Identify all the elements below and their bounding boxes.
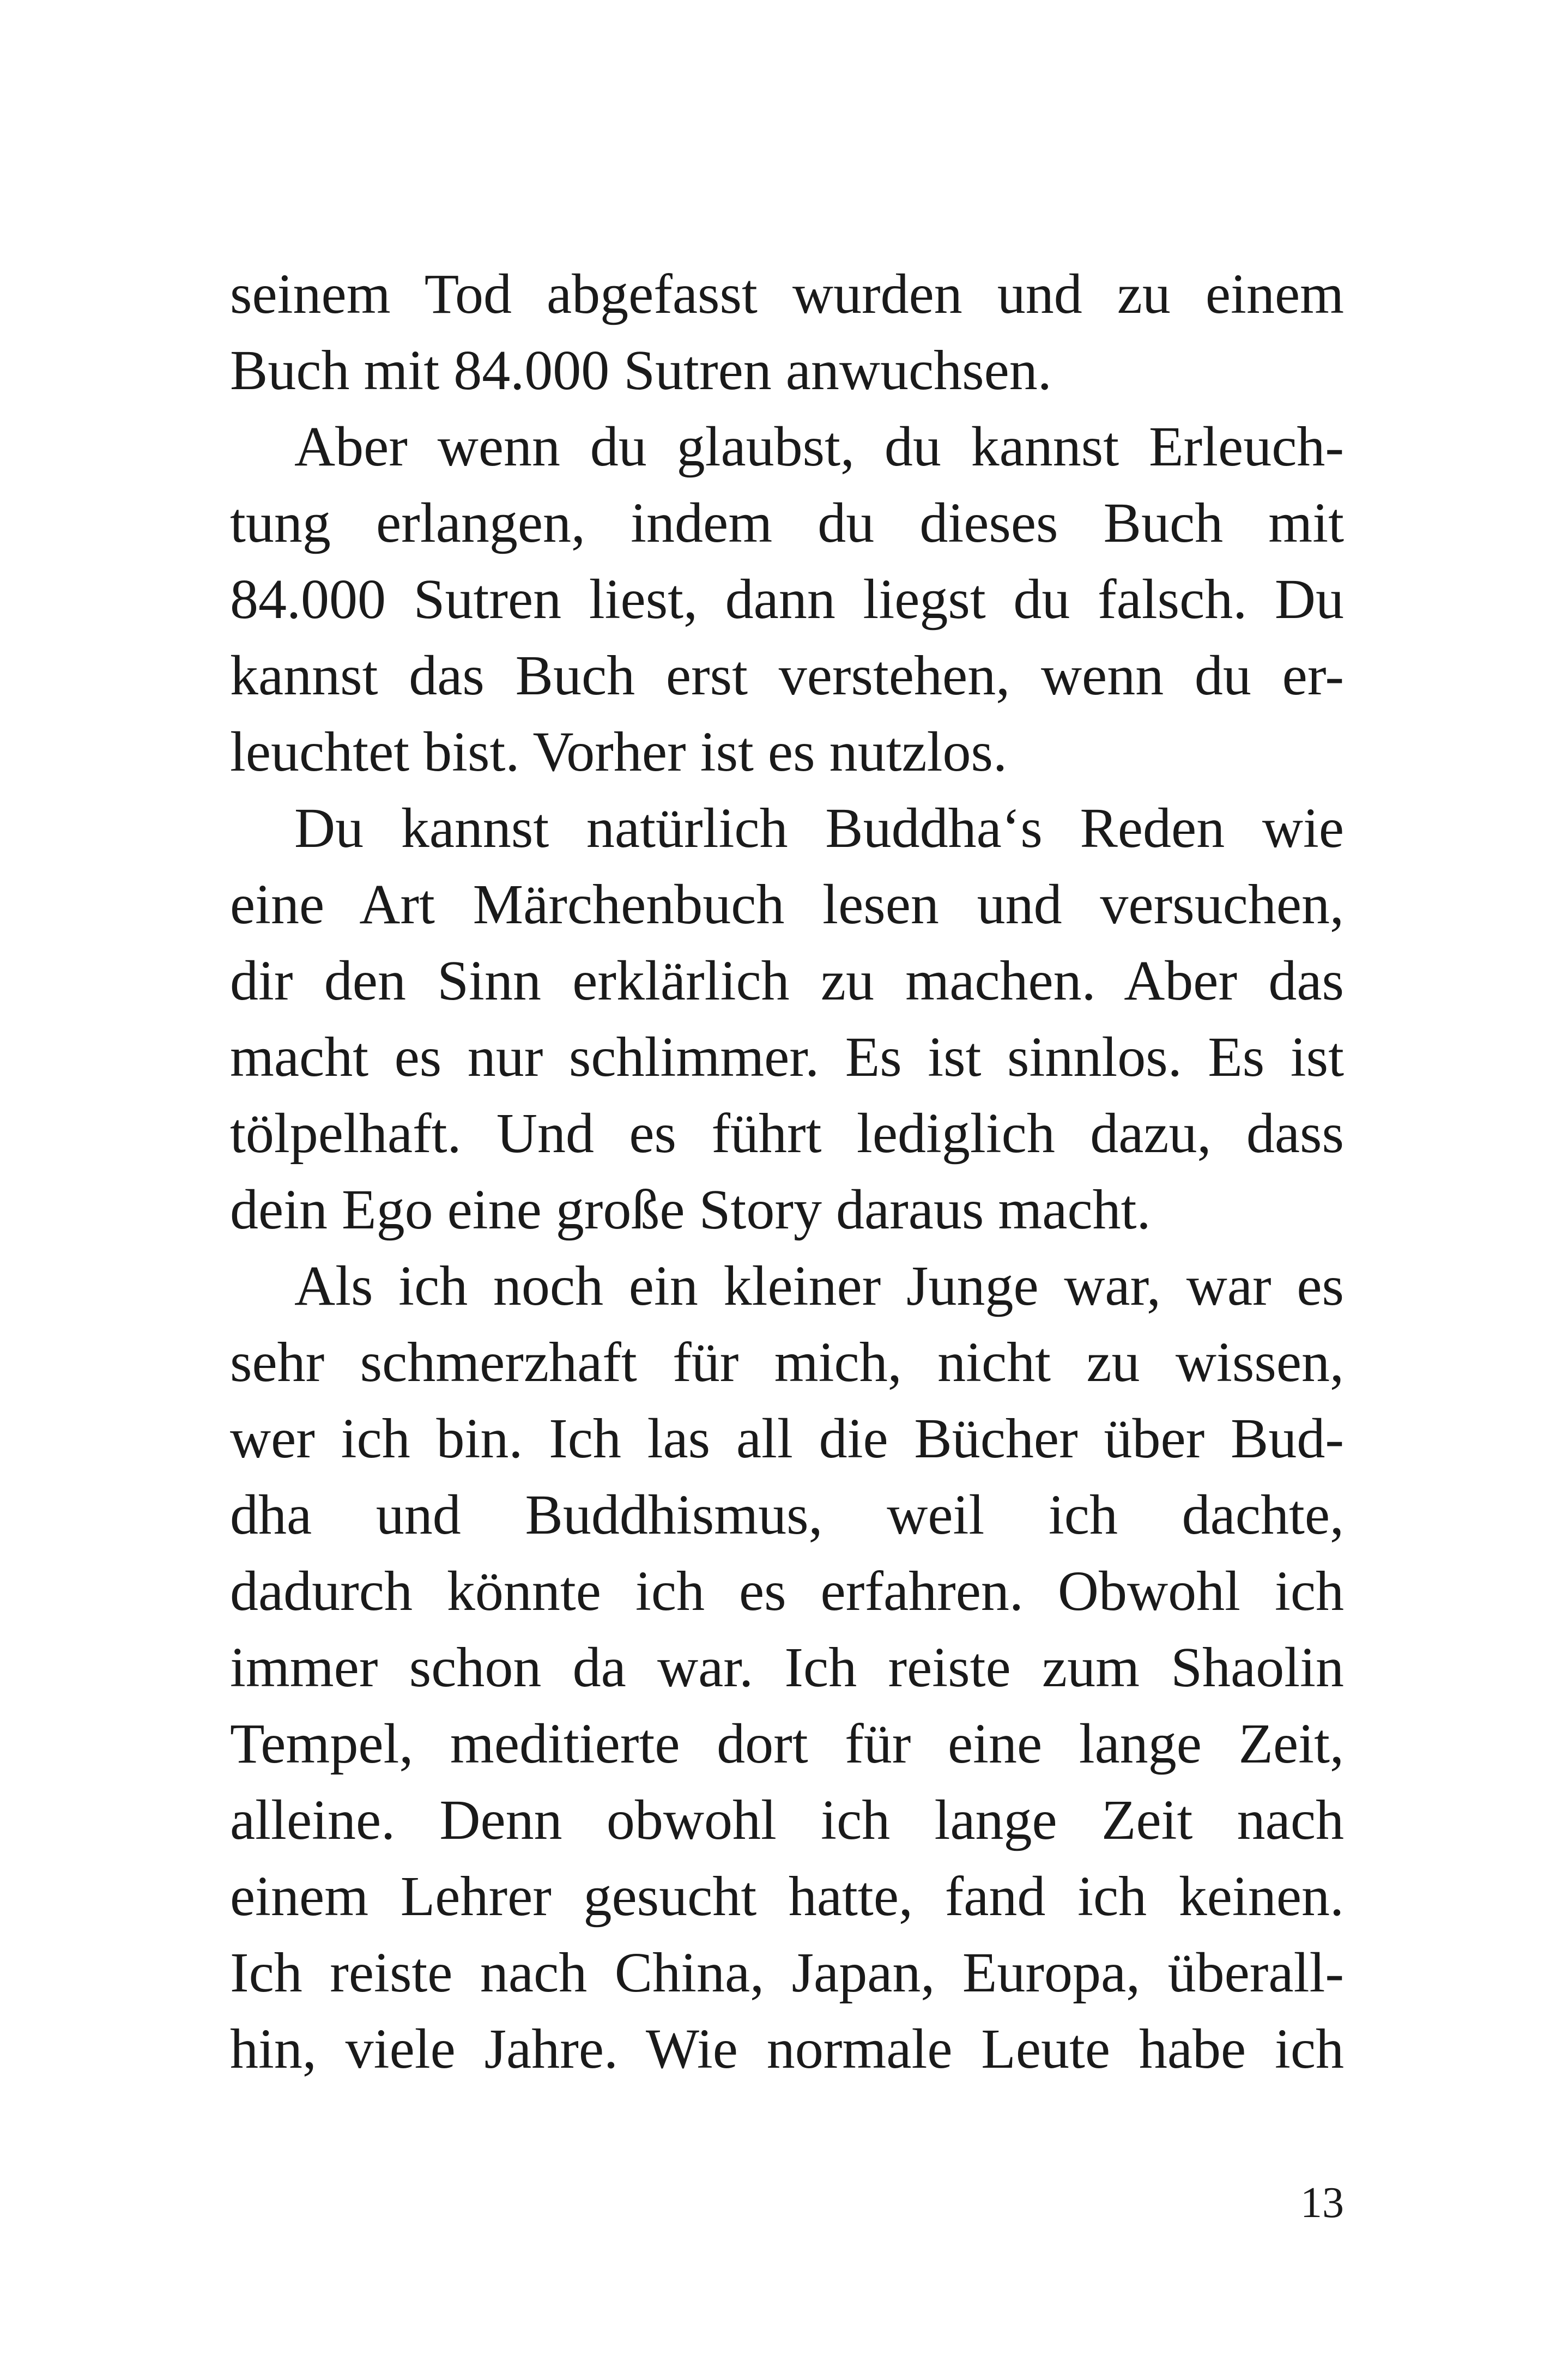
text-line: Als ich noch ein kleiner Junge war, war es [294, 1255, 1344, 1317]
text-line: dir den Sinn erklärlich zu machen. Aber das [230, 949, 1344, 1012]
page-number: 13 [1300, 2179, 1344, 2227]
text-line: Aber wenn du glaubst, du kannst Erleuch- [294, 415, 1344, 478]
text-line: Tempel, meditierte dort für eine lange Zeit, [230, 1712, 1344, 1775]
paragraph-2 [230, 409, 1344, 790]
text-line: tung erlangen, indem du dieses Buch mit [230, 492, 1344, 554]
text-line: dha und Buddhismus, weil ich dachte, [230, 1483, 1344, 1546]
body-text [230, 256, 1344, 2087]
text-line: dein Ego eine große Story daraus macht. [230, 1178, 1151, 1241]
text-line: einem Lehrer gesucht hatte, fand ich keinen. [230, 1865, 1344, 1928]
text-line: kannst das Buch erst verstehen, wenn du er- [230, 644, 1344, 707]
paragraph-3 [230, 790, 1344, 1248]
text-line: alleine. Denn obwohl ich lange Zeit nach [230, 1789, 1344, 1851]
paragraph-1 [230, 256, 1344, 409]
text-line: wer ich bin. Ich las all die Bücher über Bud- [230, 1407, 1344, 1470]
text-line: leuchtet bist. Vorher ist es nutzlos. [230, 720, 1007, 783]
text-line: Ich reiste nach China, Japan, Europa, überall- [230, 1941, 1344, 2004]
text-line: sehr schmerzhaft für mich, nicht zu wissen, [230, 1331, 1344, 1394]
text-line: seinem Tod abgefasst wurden und zu einem [230, 263, 1344, 325]
text-line: dadurch könnte ich es erfahren. Obwohl ich [230, 1560, 1344, 1622]
text-line: Buch mit 84.000 Sutren anwuchsen. [230, 339, 1052, 402]
text-line: immer schon da war. Ich reiste zum Shaolin [230, 1636, 1344, 1699]
text-line: Du kannst natürlich Buddha‘s Reden wie [294, 797, 1344, 859]
text-line: hin, viele Jahre. Wie normale Leute habe ich [230, 2018, 1344, 2080]
paragraph-4 [230, 1248, 1344, 2087]
text-line: eine Art Märchenbuch lesen und versuchen, [230, 873, 1344, 936]
text-line: tölpelhaft. Und es führt lediglich dazu, dass [230, 1102, 1344, 1165]
text-line: 84.000 Sutren liest, dann liegst du falsch. Du [230, 568, 1344, 631]
text-line: macht es nur schlimmer. Es ist sinnlos. Es ist [230, 1026, 1344, 1088]
